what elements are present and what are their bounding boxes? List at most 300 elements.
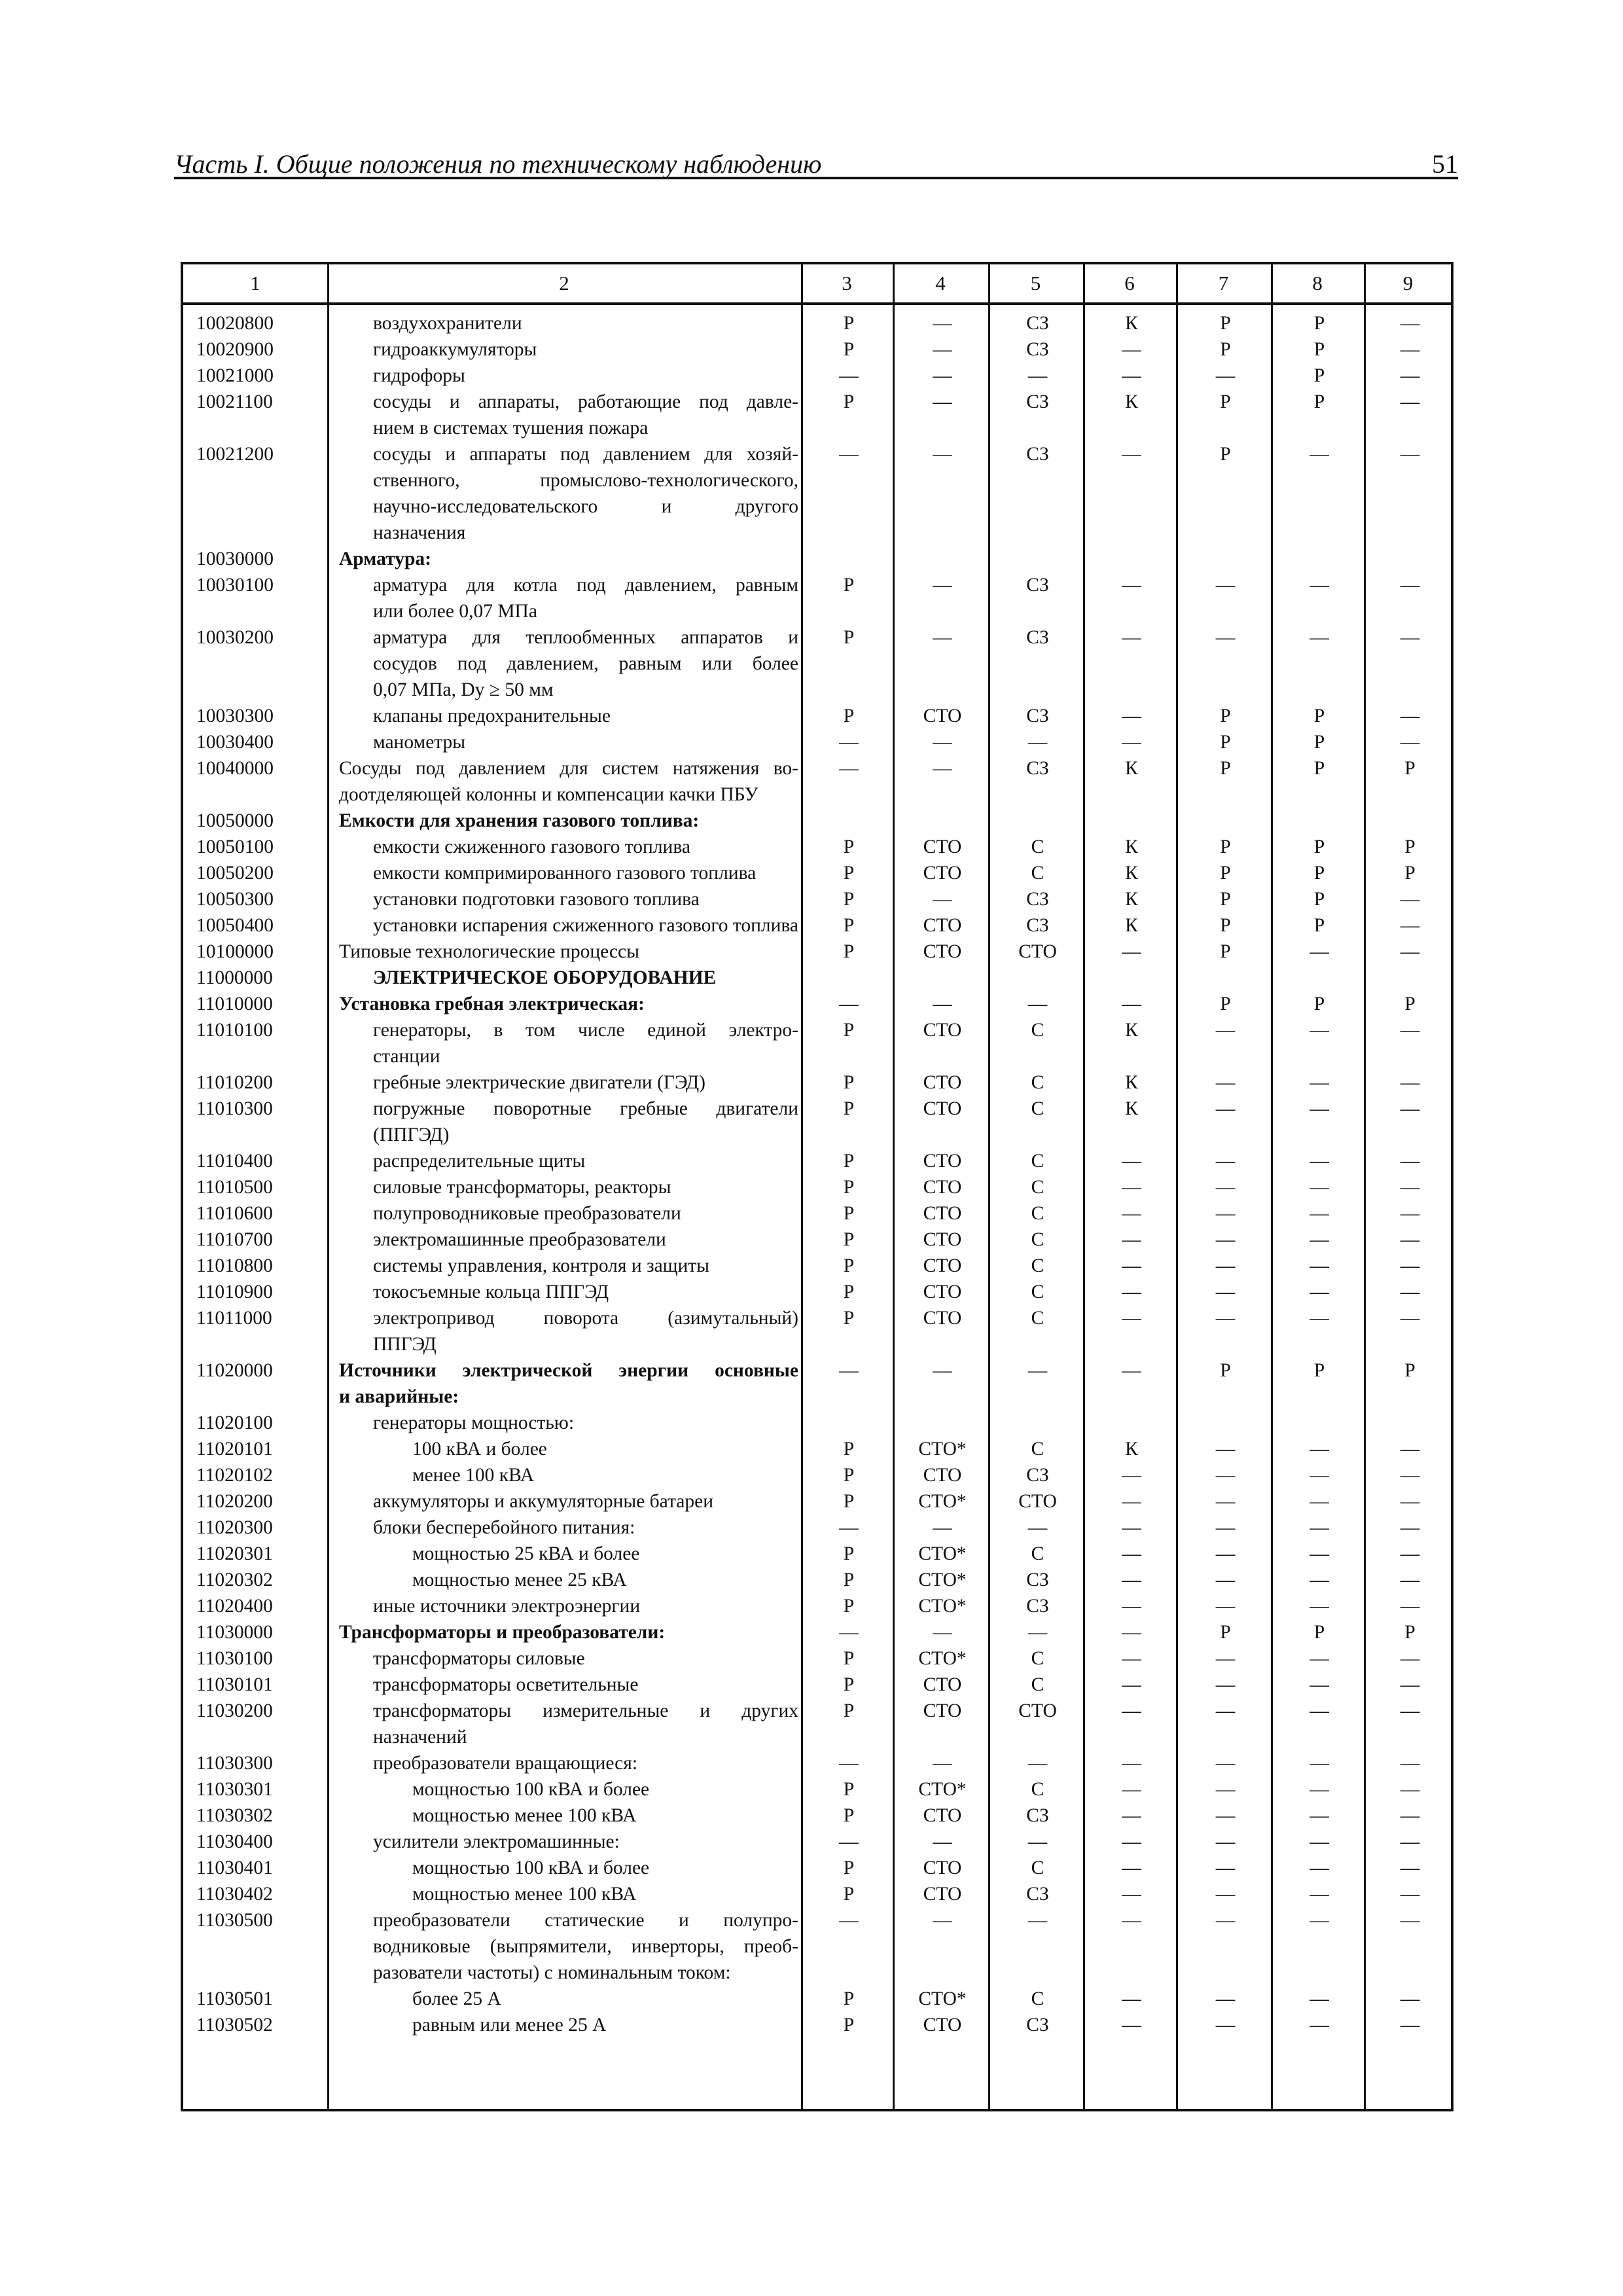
running-title: Часть I. Общие положения по техническому наблюдению <box>174 149 822 179</box>
table-row <box>183 755 1451 808</box>
row-value-col4: СТО <box>923 915 962 936</box>
description-line: разователи частоты) с номинальным током: <box>373 1962 731 1983</box>
description-line: мощностью 100 кВА и более <box>412 1857 650 1878</box>
table-row <box>183 336 1451 363</box>
classification-table <box>181 262 1454 2111</box>
row-code: 11030302 <box>196 1805 273 1826</box>
description-line: трансформаторы силовые <box>373 1648 585 1669</box>
row-value-col3: Р <box>843 575 855 596</box>
row-code: 10030200 <box>196 627 274 648</box>
table-row <box>183 1410 1451 1436</box>
row-value-col4: СТО* <box>918 1570 967 1590</box>
row-value-col3: Р <box>843 836 855 857</box>
row-value-col3: Р <box>843 706 855 726</box>
row-value-col5: С <box>1031 863 1044 884</box>
row-value-col4: СТО <box>923 941 962 962</box>
row-description <box>412 1567 798 1593</box>
table-row <box>183 310 1451 336</box>
row-value-col4: СТО <box>923 1098 962 1119</box>
row-value-col8: — <box>1310 1517 1329 1538</box>
row-value-col3: Р <box>843 1177 855 1198</box>
row-value-col7: Р <box>1220 889 1231 910</box>
row-value-col6: — <box>1122 575 1141 596</box>
row-value-col8: Р <box>1313 706 1325 726</box>
row-description <box>412 1881 798 1907</box>
row-value-col9: — <box>1400 1255 1420 1276</box>
row-code: 10020900 <box>196 339 274 360</box>
row-value-col5: — <box>1027 732 1048 753</box>
row-value-col4: — <box>933 339 952 360</box>
table-row <box>183 1174 1451 1200</box>
table-row <box>183 1776 1451 1803</box>
row-code: 11010800 <box>196 1255 273 1276</box>
table-row <box>183 1986 1451 2012</box>
row-value-col9: — <box>1400 1596 1420 1617</box>
table-row <box>183 389 1451 441</box>
row-value-col6: — <box>1122 1360 1141 1381</box>
row-value-col7: — <box>1215 575 1236 596</box>
row-code: 11020302 <box>196 1570 273 1590</box>
description-line: системы управления, контроля и защиты <box>373 1255 709 1276</box>
row-value-col6: — <box>1122 1308 1141 1329</box>
row-value-col6: — <box>1122 1465 1141 1486</box>
row-value-col7: — <box>1215 1308 1236 1329</box>
row-value-col8: — <box>1310 941 1329 962</box>
row-value-col5: СЗ <box>1026 339 1049 360</box>
row-code: 10021200 <box>196 444 274 465</box>
row-value-col9: Р <box>1404 994 1416 1014</box>
row-value-col9: — <box>1400 1779 1420 1800</box>
row-value-col3: Р <box>843 627 855 648</box>
row-value-col4: СТО <box>923 1282 962 1302</box>
row-value-col7: — <box>1215 1517 1236 1538</box>
row-value-col8: — <box>1310 1020 1329 1041</box>
description-line: клапаны предохранительные <box>373 706 611 726</box>
table-row <box>183 1698 1451 1750</box>
row-value-col5: С <box>1031 1151 1044 1172</box>
row-value-col6: — <box>1122 2015 1141 2036</box>
row-value-col4: — <box>933 758 952 779</box>
row-value-col9: — <box>1400 1072 1420 1093</box>
table-row <box>183 1593 1451 1619</box>
table-row <box>183 1803 1451 1829</box>
row-code: 11020102 <box>196 1465 273 1486</box>
row-value-col8: Р <box>1313 758 1325 779</box>
row-description <box>373 1069 798 1096</box>
row-value-col9: — <box>1400 1910 1420 1931</box>
row-value-col8: Р <box>1313 339 1325 360</box>
row-code: 11030301 <box>196 1779 273 1800</box>
row-value-col5: СТО <box>1018 1700 1057 1721</box>
row-value-col9: — <box>1400 1151 1420 1172</box>
row-value-col5: СЗ <box>1026 2015 1049 2036</box>
row-value-col3: Р <box>843 1020 855 1041</box>
row-description <box>373 1488 798 1515</box>
row-value-col3: Р <box>843 1098 855 1119</box>
row-value-col5: — <box>1027 994 1048 1014</box>
row-value-col3: Р <box>843 1700 855 1721</box>
row-value-col3: — <box>839 1831 859 1852</box>
row-code: 10050200 <box>196 863 274 884</box>
row-code: 10020800 <box>196 313 274 334</box>
row-value-col7: — <box>1215 1020 1236 1041</box>
description-line: или более 0,07 МПа <box>373 601 537 622</box>
description-line: гребные электрические двигатели (ГЭД) <box>373 1072 705 1093</box>
description-line: назначений <box>373 1727 467 1748</box>
row-value-col6: — <box>1122 1884 1141 1905</box>
row-value-col8: Р <box>1313 889 1325 910</box>
description-line: погружные поворотные гребные двигатели <box>373 1098 798 1119</box>
description-line: трансформаторы осветительные <box>373 1674 639 1695</box>
row-value-col7: Р <box>1220 941 1231 962</box>
row-value-col9: — <box>1400 915 1420 936</box>
row-value-col9: — <box>1400 1177 1420 1198</box>
description-line: сосуды и аппараты, работающие под давле- <box>373 391 798 412</box>
row-value-col9: — <box>1400 1491 1420 1512</box>
row-code: 10050300 <box>196 889 274 910</box>
row-value-col8: — <box>1310 1308 1329 1329</box>
row-value-col6: — <box>1122 1753 1141 1774</box>
row-value-col5: С <box>1031 1648 1044 1669</box>
column-header: 2 <box>559 272 569 295</box>
row-description <box>373 572 798 624</box>
row-value-col4: СТО* <box>918 1779 967 1800</box>
row-value-col8: — <box>1310 1439 1329 1460</box>
description-line: аккумуляторы и аккумуляторные батареи <box>373 1491 713 1512</box>
row-value-col6: — <box>1122 1282 1141 1302</box>
table-row <box>183 1541 1451 1567</box>
row-value-col8: Р <box>1313 863 1325 884</box>
description-line: (ППГЭД) <box>373 1124 450 1145</box>
description-line: менее 100 кВА <box>412 1465 535 1486</box>
row-value-col6: — <box>1122 1779 1141 1800</box>
column-header: 5 <box>1030 272 1041 295</box>
description-line: электропривод поворота (азимутальный) <box>373 1308 798 1329</box>
row-value-col8: — <box>1310 1648 1329 1669</box>
row-value-col3: Р <box>843 1439 855 1460</box>
table-row <box>183 1200 1451 1227</box>
table-row <box>183 1672 1451 1698</box>
row-value-col4: СТО <box>923 1203 962 1224</box>
description-line: Емкости для хранения газового топлива: <box>339 810 700 831</box>
description-line: манометры <box>373 732 466 753</box>
row-code: 11020000 <box>196 1360 273 1381</box>
row-value-col9: — <box>1400 1020 1420 1041</box>
row-description <box>339 939 798 965</box>
row-value-col6: — <box>1122 994 1141 1014</box>
row-description <box>373 1645 798 1672</box>
row-value-col6: — <box>1122 1229 1141 1250</box>
row-code: 11011000 <box>196 1308 272 1329</box>
row-value-col8: Р <box>1313 732 1325 753</box>
row-value-col7: Р <box>1220 863 1231 884</box>
row-code: 11030501 <box>196 1988 273 2009</box>
row-value-col6: — <box>1122 339 1141 360</box>
table-row <box>183 546 1451 572</box>
row-value-col8: — <box>1310 1177 1329 1198</box>
row-value-col7: — <box>1215 1857 1236 1878</box>
row-value-col5: СЗ <box>1026 758 1049 779</box>
row-value-col4: — <box>933 575 952 596</box>
row-value-col9: — <box>1400 1308 1420 1329</box>
row-value-col4: СТО <box>923 1700 962 1721</box>
row-value-col7: — <box>1215 1674 1236 1695</box>
row-description <box>412 1436 798 1462</box>
row-value-col8: — <box>1310 575 1329 596</box>
row-description <box>373 703 798 729</box>
row-code: 11030402 <box>196 1884 273 1905</box>
row-value-col8: — <box>1310 1700 1329 1721</box>
table-row <box>183 834 1451 860</box>
row-description <box>339 546 798 572</box>
row-value-col4: — <box>933 1910 952 1931</box>
row-code: 11020101 <box>196 1439 273 1460</box>
description-line: мощностью менее 25 кВА <box>412 1570 627 1590</box>
row-description <box>339 1619 798 1645</box>
row-value-col7: — <box>1215 1596 1236 1617</box>
row-code: 10050100 <box>196 836 274 857</box>
row-value-col8: Р <box>1313 994 1325 1014</box>
description-line: Источники электрической энергии основные <box>339 1360 798 1381</box>
row-code: 11020301 <box>196 1543 273 1564</box>
row-value-col7: Р <box>1220 758 1231 779</box>
row-value-col4: — <box>933 1753 952 1774</box>
row-value-col6: — <box>1122 1988 1141 2009</box>
row-value-col4: СТО <box>923 1229 962 1250</box>
row-value-col4: СТО <box>923 2015 962 2036</box>
row-value-col8: — <box>1310 2015 1329 2036</box>
row-value-col3: Р <box>843 1779 855 1800</box>
description-line: блоки бесперебойного питания: <box>373 1517 635 1538</box>
row-description <box>412 1462 798 1488</box>
row-description <box>373 1017 798 1069</box>
row-value-col8: Р <box>1313 391 1325 412</box>
row-value-col6: К <box>1125 889 1138 910</box>
row-description <box>373 912 798 939</box>
row-value-col5: С <box>1031 1779 1044 1800</box>
row-value-col5: СЗ <box>1026 444 1049 465</box>
row-value-col3: Р <box>843 1543 855 1564</box>
table-row <box>183 2012 1451 2038</box>
description-line: генераторы, в том числе единой электро- <box>373 1020 798 1041</box>
row-value-col4: — <box>933 1622 952 1643</box>
description-line: электромашинные преобразователи <box>373 1229 666 1250</box>
description-line: воздухохранители <box>373 313 522 334</box>
row-value-col7: — <box>1215 1491 1236 1512</box>
row-value-col3: Р <box>843 1203 855 1224</box>
row-value-col6: К <box>1125 836 1138 857</box>
row-code: 11030101 <box>196 1674 273 1695</box>
description-line: распределительные щиты <box>373 1151 586 1172</box>
description-line: 0,07 МПа, Dу ≥ 50 мм <box>373 679 554 700</box>
row-value-col5: — <box>1027 1622 1048 1643</box>
row-value-col3: Р <box>843 941 855 962</box>
row-value-col4: СТО* <box>918 1648 967 1669</box>
row-value-col8: — <box>1310 1491 1329 1512</box>
row-value-col6: — <box>1122 1517 1141 1538</box>
row-description <box>373 1750 798 1776</box>
row-value-col6: — <box>1122 1700 1141 1721</box>
row-value-col7: Р <box>1220 994 1231 1014</box>
row-value-col3: — <box>839 758 859 779</box>
description-line: усилители электромашинные: <box>373 1831 620 1852</box>
row-value-col8: Р <box>1313 365 1325 386</box>
row-value-col7: Р <box>1220 313 1231 334</box>
row-value-col5: С <box>1031 1020 1044 1041</box>
row-value-col9: — <box>1400 1543 1420 1564</box>
row-value-col3: — <box>839 444 859 465</box>
row-value-col6: К <box>1125 1439 1138 1460</box>
row-code: 10040000 <box>196 758 274 779</box>
row-value-col6: — <box>1122 941 1141 962</box>
row-value-col6: — <box>1122 1622 1141 1643</box>
row-value-col6: — <box>1122 706 1141 726</box>
row-value-col8: — <box>1310 1857 1329 1878</box>
row-description <box>412 1803 798 1829</box>
row-code: 11010900 <box>196 1282 273 1302</box>
row-value-col8: — <box>1310 1596 1329 1617</box>
row-code: 11010100 <box>196 1020 273 1041</box>
row-value-col9: — <box>1400 1884 1420 1905</box>
row-value-col3: — <box>839 1360 859 1381</box>
table-row <box>183 939 1451 965</box>
row-value-col4: — <box>933 365 952 386</box>
row-value-col7: Р <box>1220 1622 1231 1643</box>
row-value-col7: — <box>1215 1098 1236 1119</box>
row-value-col4: — <box>933 732 952 753</box>
row-code: 10100000 <box>196 941 274 962</box>
row-value-col5: СЗ <box>1026 1884 1049 1905</box>
row-value-col8: Р <box>1313 915 1325 936</box>
row-code: 11010700 <box>196 1229 273 1250</box>
running-head-rule <box>174 177 1458 179</box>
row-code: 11000000 <box>196 967 273 988</box>
row-value-col3: Р <box>843 1308 855 1329</box>
row-value-col6: — <box>1122 1203 1141 1224</box>
row-value-col7: — <box>1215 1151 1236 1172</box>
row-value-col5: СЗ <box>1026 575 1049 596</box>
row-value-col3: Р <box>843 339 855 360</box>
row-value-col9: Р <box>1404 836 1416 857</box>
description-line: трансформаторы измерительные и других <box>373 1700 798 1721</box>
row-value-col8: — <box>1310 1151 1329 1172</box>
description-line: более 25 А <box>412 1988 501 2009</box>
row-code: 11020300 <box>196 1517 273 1538</box>
table-row <box>183 1881 1451 1907</box>
table-row <box>183 1855 1451 1881</box>
row-value-col3: Р <box>843 1491 855 1512</box>
row-value-col4: — <box>933 1517 952 1538</box>
row-value-col8: — <box>1310 1910 1329 1931</box>
row-description <box>373 1305 798 1357</box>
row-value-col4: СТО <box>923 863 962 884</box>
row-description <box>373 624 798 703</box>
row-value-col5: СЗ <box>1026 1596 1049 1617</box>
row-description <box>373 310 798 336</box>
table-row <box>183 1515 1451 1541</box>
row-value-col4: — <box>933 627 952 648</box>
row-code: 11030000 <box>196 1622 273 1643</box>
row-value-col7: — <box>1215 1910 1236 1931</box>
row-value-col4: — <box>933 444 952 465</box>
row-code: 10030300 <box>196 706 274 726</box>
row-value-col4: СТО <box>923 1151 962 1172</box>
description-line: мощностью менее 100 кВА <box>412 1805 637 1826</box>
row-value-col9: — <box>1400 1570 1420 1590</box>
row-value-col9: — <box>1400 1517 1420 1538</box>
description-line: генераторы мощностью: <box>373 1412 575 1433</box>
row-value-col4: СТО* <box>918 1491 967 1512</box>
row-code: 11030401 <box>196 1857 273 1878</box>
row-value-col3: Р <box>843 1072 855 1093</box>
row-value-col3: — <box>839 1753 859 1774</box>
row-description <box>412 2012 798 2038</box>
row-value-col3: Р <box>843 1570 855 1590</box>
row-value-col3: Р <box>843 1884 855 1905</box>
row-value-col7: — <box>1215 2015 1236 2036</box>
row-code: 10050400 <box>196 915 274 936</box>
table-body <box>183 310 1451 2038</box>
row-code: 11010400 <box>196 1151 273 1172</box>
row-value-col7: Р <box>1220 391 1231 412</box>
row-value-col9: — <box>1400 313 1420 334</box>
row-value-col6: К <box>1125 391 1138 412</box>
table-row <box>183 1069 1451 1096</box>
description-line: нием в системах тушения пожара <box>373 418 649 439</box>
row-description <box>373 729 798 755</box>
row-value-col7: Р <box>1220 732 1231 753</box>
row-value-col5: СЗ <box>1026 1805 1049 1826</box>
row-value-col4: — <box>933 391 952 412</box>
row-value-col9: — <box>1400 706 1420 726</box>
row-value-col5: СЗ <box>1026 706 1049 726</box>
row-value-col5: СЗ <box>1026 391 1049 412</box>
description-line: научно-исследовательского и другого <box>373 496 798 517</box>
row-value-col4: СТО <box>923 1857 962 1878</box>
row-value-col8: — <box>1310 1098 1329 1119</box>
description-line: водниковые (выпрямители, инверторы, преоб- <box>373 1936 798 1957</box>
table-row <box>183 1488 1451 1515</box>
row-value-col6: К <box>1125 915 1138 936</box>
row-value-col3: — <box>839 1517 859 1538</box>
row-value-col6: К <box>1125 313 1138 334</box>
table-row <box>183 1096 1451 1148</box>
row-value-col4: СТО* <box>918 1988 967 2009</box>
row-code: 10021000 <box>196 365 274 386</box>
row-value-col9: — <box>1400 1805 1420 1826</box>
table-row <box>183 1829 1451 1855</box>
row-value-col9: — <box>1400 1229 1420 1250</box>
row-value-col5: С <box>1031 1098 1044 1119</box>
row-value-col8: — <box>1310 1465 1329 1486</box>
row-value-col8: — <box>1310 1884 1329 1905</box>
row-description <box>373 1593 798 1619</box>
row-value-col5: — <box>1027 1360 1048 1381</box>
row-value-col3: Р <box>843 1805 855 1826</box>
description-line: гидроаккумуляторы <box>373 339 537 360</box>
row-description <box>373 886 798 912</box>
row-value-col5: СЗ <box>1026 1465 1049 1486</box>
row-value-col9: — <box>1400 1465 1420 1486</box>
row-value-col7: — <box>1215 1282 1236 1302</box>
row-description <box>412 1855 798 1881</box>
table-row <box>183 572 1451 624</box>
table-row <box>183 1305 1451 1357</box>
row-value-col4: СТО <box>923 1308 962 1329</box>
row-value-col9: — <box>1400 444 1420 465</box>
row-value-col5: С <box>1031 1543 1044 1564</box>
row-value-col7: — <box>1215 365 1236 386</box>
